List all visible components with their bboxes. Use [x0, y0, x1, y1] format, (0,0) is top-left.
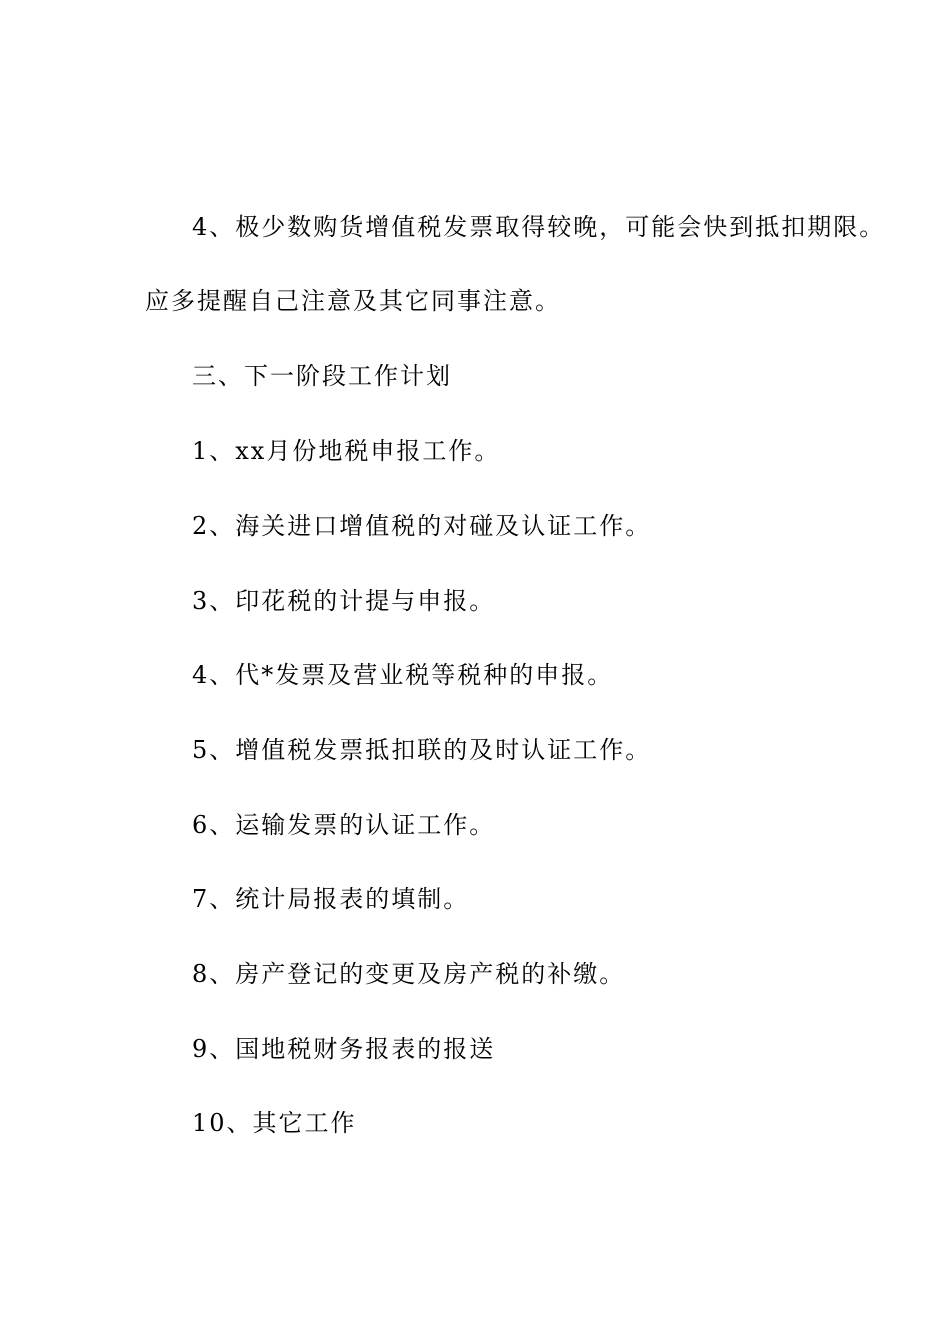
plan-item-10: 10、其它工作: [192, 1109, 357, 1137]
paragraph-line-1: 4、极少数购货增值税发票取得较晚，可能会快到抵扣期限。: [192, 213, 886, 241]
plan-item-5: 5、增值税发票抵扣联的及时认证工作。: [192, 736, 652, 764]
plan-item-1: 1、xx月份地税申报工作。: [192, 437, 501, 465]
plan-item-4: 4、代*发票及营业税等税种的申报。: [192, 661, 614, 689]
plan-item-2: 2、海关进口增值税的对碰及认证工作。: [192, 512, 652, 540]
section-heading: 三、下一阶段工作计划: [192, 362, 452, 390]
paragraph-line-2: 应多提醒自己注意及其它同事注意。: [145, 287, 561, 315]
plan-item-6: 6、运输发票的认证工作。: [192, 811, 496, 839]
plan-item-9: 9、国地税财务报表的报送: [192, 1035, 496, 1063]
plan-item-8: 8、房产登记的变更及房产税的补缴。: [192, 960, 626, 988]
plan-item-7: 7、统计局报表的填制。: [192, 885, 470, 913]
plan-item-3: 3、印花税的计提与申报。: [192, 587, 496, 615]
